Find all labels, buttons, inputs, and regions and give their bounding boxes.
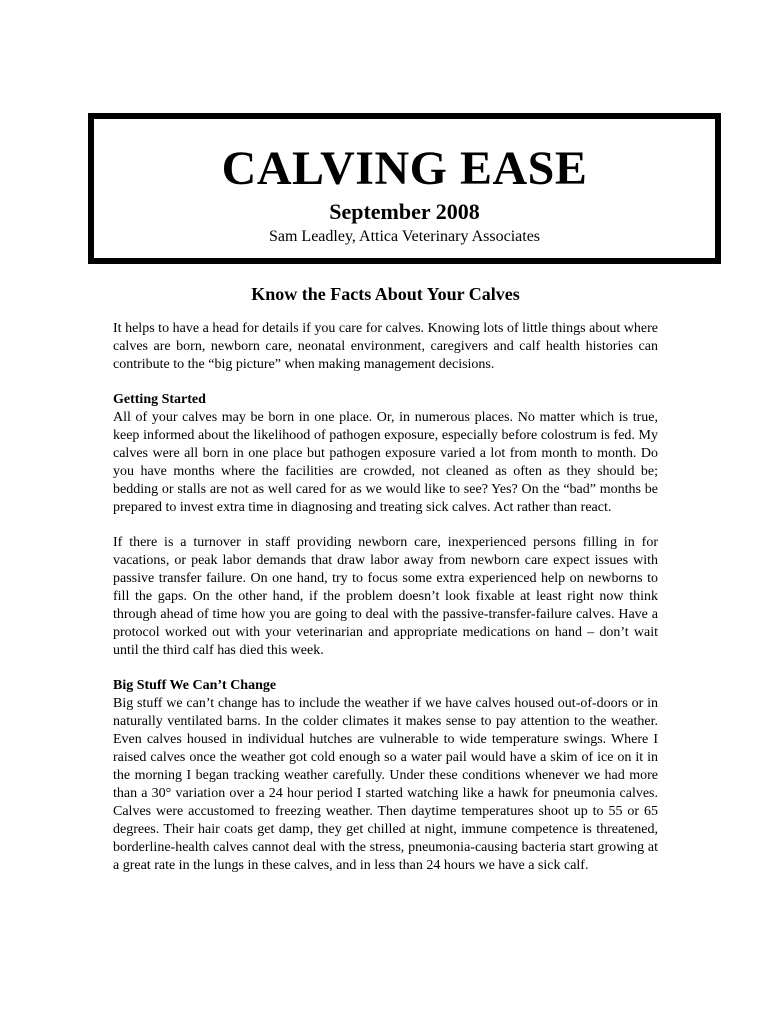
- intro-paragraph: It helps to have a head for details if you care for calves. Knowing lots of little things about where calves are born, newborn care, neonatal environment, caregivers and calf health histories can contribute to the “big picture” when making management decisions.: [113, 321, 658, 372]
- paragraph: If there is a turnover in staff providing newborn care, inexperienced persons filling in for vacations, or peak labor demands that draw labor away from newborn care expect issues with passive transfer failure. On one hand, try to focus some extra experienced help on newborns to fill the gaps. On the other hand, if the problem doesn’t look fixable at least right now think through ahead of time how you are going to deal with the passive-transfer-failure calves. Have a protocol worked out with your veterinarian and appropriate medications on hand – don’t wait until the third calf has died this week.: [113, 535, 658, 658]
- issue-date: September 2008: [329, 199, 480, 224]
- paragraph: All of your calves may be born in one place. Or, in numerous places. No matter which is true, keep informed about the likelihood of pathogen exposure, especially before colostrum is fed. My calves were all born in one place but pathogen exposure varied a lot from month to month. Do you have months where the facilities are crowded, not cleaned as often as they should be; bedding or stalls are not as well cared for as we would like to see? Yes? On the “bad” months be prepared to invest extra time in diagnosing and treating sick calves. Act rather than react.: [113, 410, 658, 515]
- section-big-stuff: [113, 677, 658, 875]
- article-body: [113, 282, 658, 892]
- newsletter-header: [88, 113, 721, 264]
- section-heading: Big Stuff We Can’t Change: [113, 678, 277, 693]
- newsletter-title: CALVING EASE: [221, 142, 588, 195]
- paragraph: Big stuff we can’t change has to include the weather if we have calves housed out-of-doors or in naturally ventilated barns. In the colder climates it makes sense to pay attention to the weather. Even calves housed in individual hutches are vulnerable to wide temperature swings. Where I raised calves once the weather got cold enough so a water pail would have a skim of ice on it in the morning I began tracking weather carefully. Under these conditions whenever we had more than a 30° variation over a 24 hour period I started watching like a hawk for pneumonia calves. Calves were accustomed to freezing weather. Then daytime temperatures shoot up to 55 or 65 degrees. Their hair coats get damp, they get chilled at night, immune competence is threatened, borderline-health calves cannot deal with the stress, pneumonia-causing bacteria start growing at a great rate in the lungs in these calves, and in less than 24 hours we have a sick calf.: [113, 696, 658, 873]
- article-title: Know the Facts About Your Calves: [251, 284, 520, 304]
- section-getting-started: [113, 391, 658, 660]
- section-heading: Getting Started: [113, 392, 206, 407]
- author-line: Sam Leadley, Attica Veterinary Associates: [268, 228, 541, 245]
